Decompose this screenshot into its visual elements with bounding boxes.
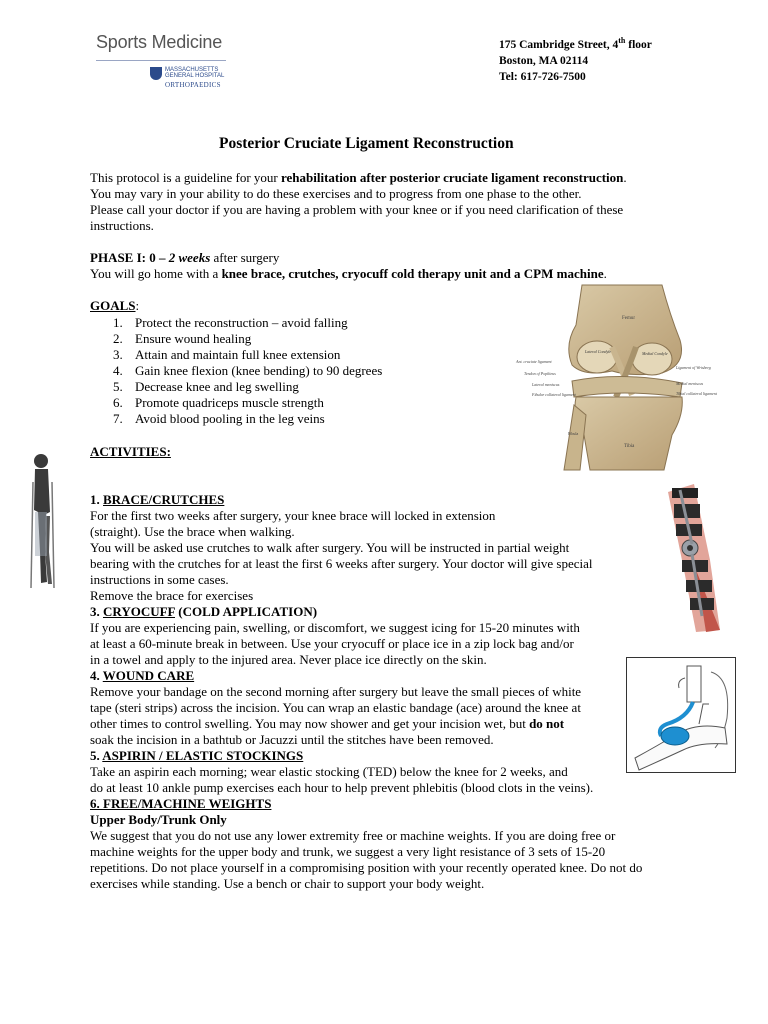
knee-label-medial-meniscus: Medial meniscus bbox=[676, 381, 703, 386]
page-title: Posterior Cruciate Ligament Reconstruction bbox=[219, 135, 514, 152]
phase-heading: PHASE I: 0 – 2 weeks after surgery bbox=[90, 250, 280, 265]
mgh-shield-icon bbox=[150, 67, 162, 80]
list-item: 7. Avoid blood pooling in the leg veins bbox=[113, 411, 325, 426]
logo-title: Sports Medicine bbox=[96, 32, 223, 52]
section-wound-care: 4. WOUND CARE Remove your bandage on the second morning after surgery but leave the small pieces of white tape (steri strips) across the incision. You can wrap an elastic bandage (ace) around the knee at other times to control swelling. You may now shower and get your incision wet, but do not soak the incision in a bathtub or Jacuzzi until the stitches have been removed. bbox=[90, 668, 582, 747]
knee-label-acl: Ant. cruciate ligament bbox=[516, 359, 552, 364]
list-item: 4. Gain knee flexion (knee bending) to 90 degrees bbox=[113, 363, 383, 378]
address-tel: Tel: 617-726-7500 bbox=[499, 70, 586, 83]
intro-paragraph: This protocol is a guideline for your rehabilitation after posterior cruciate ligament reconstruction. You may vary in your ability to do these exercises and to progress from one phase to the other. Please call your doctor if you are having a problem with your knee or if you need clarification of these instructions. bbox=[90, 170, 627, 233]
crutches-figure-image bbox=[28, 452, 58, 590]
logo bbox=[96, 32, 228, 94]
section-aspirin-stockings: 5. ASPIRIN / ELASTIC STOCKINGS Take an aspirin each morning; wear elastic stocking (TED) below the knee for 2 weeks, and do at least 10 ankle pump exercises each hour to help prevent phlebitis (blood clots in the veins). bbox=[90, 748, 594, 795]
list-item: 2. Ensure wound healing bbox=[113, 331, 252, 346]
goals-heading: GOALS: bbox=[90, 298, 140, 313]
logo-hospital-line1: MASSACHUSETTS bbox=[165, 67, 219, 73]
knee-label-fibula: Fibula bbox=[568, 431, 579, 436]
knee-label-wrisberg: Ligament of Wrisberg bbox=[676, 365, 711, 370]
list-item: 1. Protect the reconstruction – avoid falling bbox=[113, 315, 348, 330]
section-brace-crutches: 1. BRACE/CRUTCHES For the first two weeks after surgery, your knee brace will locked in extension (straight). Use the brace when walking. You will be asked use crutches to walk after surgery. You will be instructed in partial weight bearing with the crutches for at least the first 6 weeks after surgery. Your doctor will give special instructions in some cases. Remove the brace for exercises bbox=[90, 492, 593, 603]
list-item: 5. Decrease knee and leg swelling bbox=[113, 379, 299, 394]
knee-label-fibular-collateral: Fibular collateral ligament bbox=[532, 392, 576, 397]
knee-label-femur: Femur bbox=[622, 316, 636, 321]
knee-label-tibia: Tibia bbox=[624, 444, 635, 449]
logo-hospital-line2: GENERAL HOSPITAL bbox=[165, 73, 225, 79]
knee-label-lateral-meniscus: Lateral meniscus bbox=[532, 382, 560, 387]
knee-label-medial-condyle: Medial Condyle bbox=[642, 351, 668, 356]
activities-heading: ACTIVITIES: bbox=[90, 444, 171, 459]
knee-label-lateral-condyle: Lateral Condyle bbox=[585, 349, 612, 354]
address-street: 175 Cambridge Street, 4th floor bbox=[499, 36, 652, 51]
section-free-machine-weights: 6. FREE/MACHINE WEIGHTS Upper Body/Trunk Only We suggest that you do not use any lower extremity free or machine weights. If you are doing free or machine weights for the upper body and trunk, we suggest a very light resistance of 3 sets of 15-20 repetitions. Do not place yourself in a compromising position with your recently operated knee. Do not do exercises while standing. Use a bench or chair to support your body weight. bbox=[90, 796, 643, 891]
list-item: 6. Promote quadriceps muscle strength bbox=[113, 395, 324, 410]
section-cryocuff: 3. CRYOCUFF (COLD APPLICATION) If you are experiencing pain, swelling, or discomfort, we suggest icing for 15-20 minutes with at least a 60-minute break in between. Use your cryocuff or place ice in a zip lock bag and/or in a towel and apply to the injured area. Never place ice directly on the skin. bbox=[90, 604, 580, 667]
phase-home-text: You will go home with a knee brace, crutches, cryocuff cold therapy unit and a CPM machine. bbox=[90, 266, 607, 281]
logo-ortho: ORTHOPAEDICS bbox=[165, 81, 221, 89]
logo-divider bbox=[96, 60, 226, 61]
goals-list bbox=[113, 315, 382, 427]
list-item: 3. Attain and maintain full knee extension bbox=[113, 347, 341, 362]
knee-brace-image bbox=[650, 480, 736, 634]
knee-label-tibial-collateral: Tibial collateral ligament bbox=[676, 391, 717, 396]
address-city: Boston, MA 02114 bbox=[499, 54, 589, 67]
knee-label-popliteus: Tendon of Popliteus bbox=[524, 371, 556, 376]
address-block bbox=[499, 33, 652, 85]
knee-anatomy-image bbox=[512, 285, 717, 470]
